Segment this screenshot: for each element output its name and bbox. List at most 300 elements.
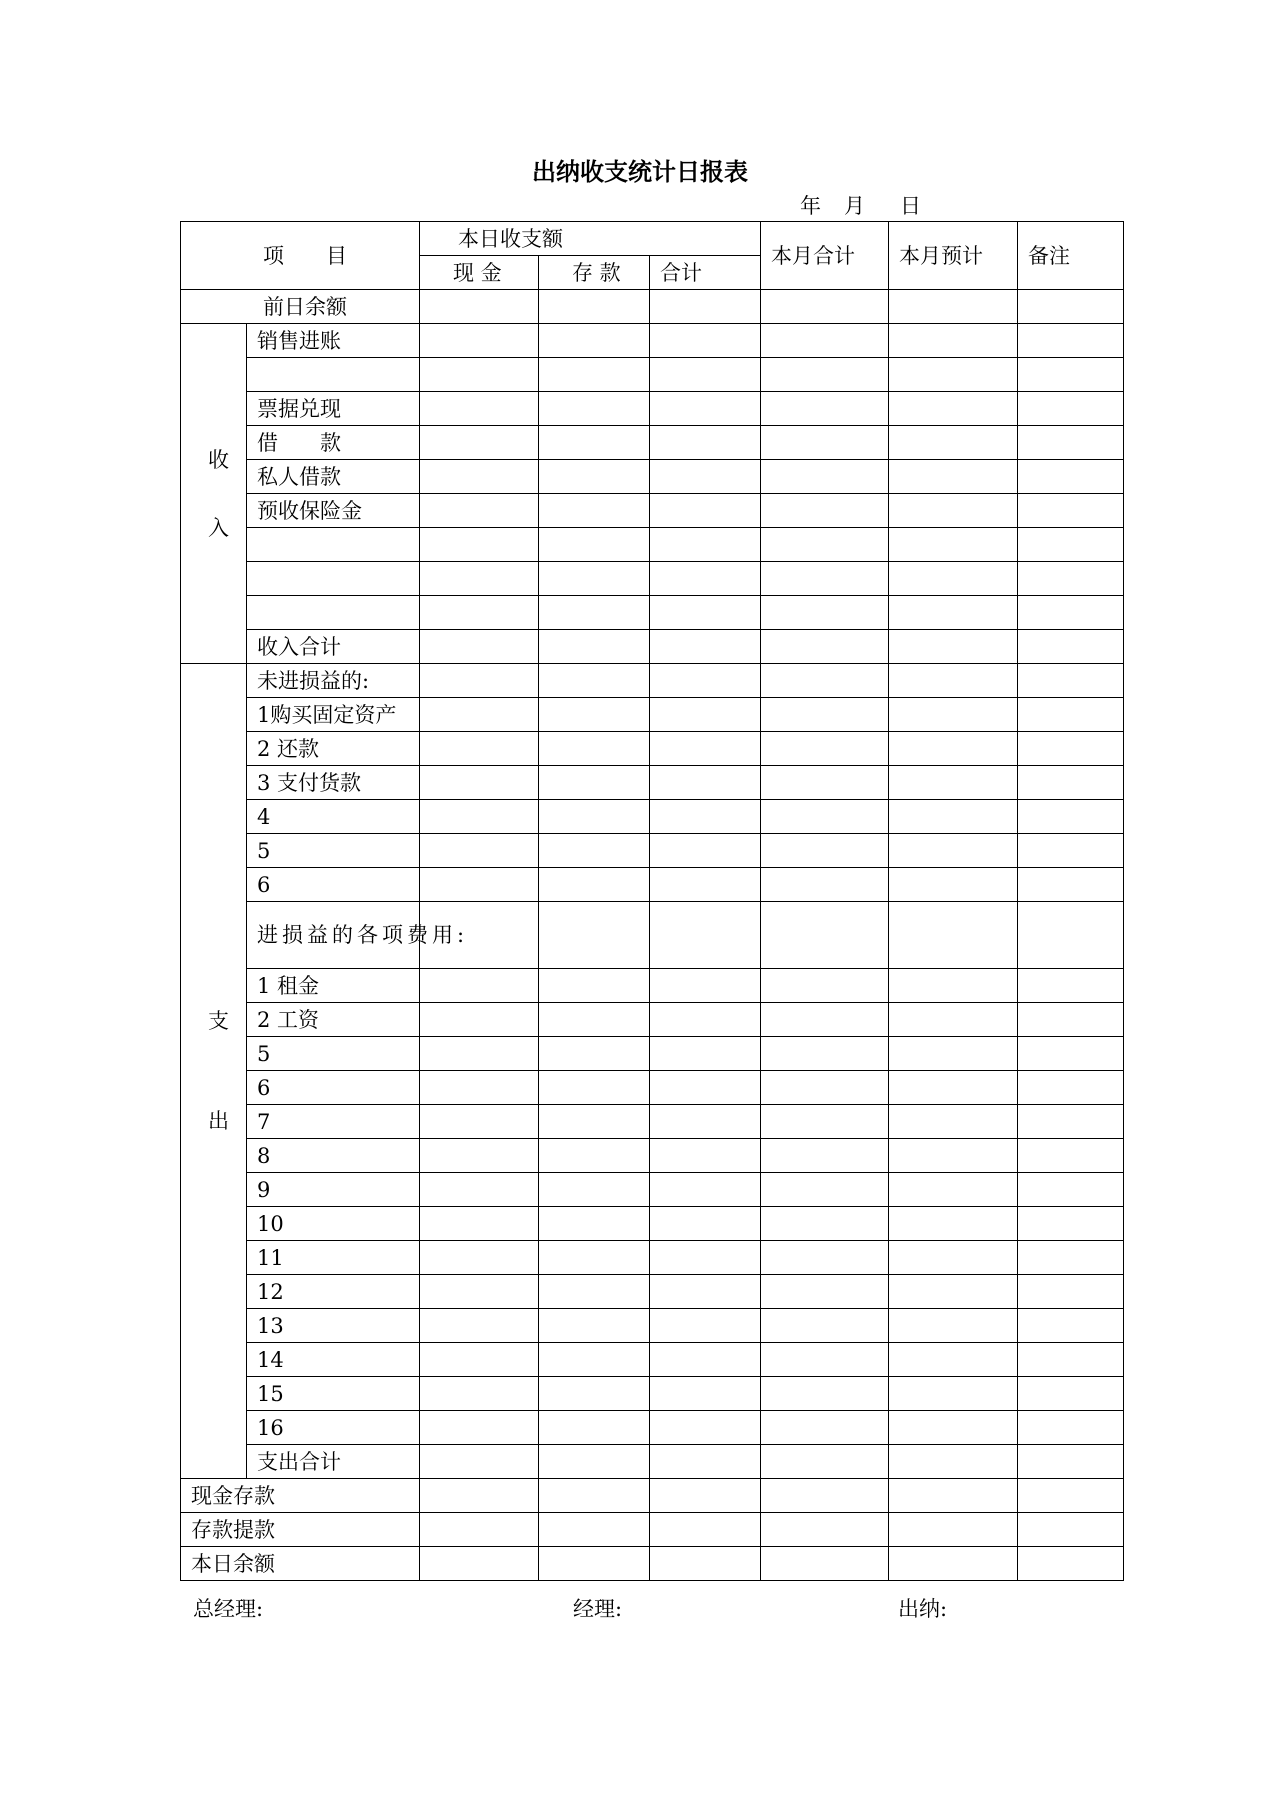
expense-row: [181, 1241, 1124, 1275]
cell-month-forecast[interactable]: [889, 494, 1018, 528]
cell-remark[interactable]: [1018, 392, 1124, 426]
income-row: [181, 528, 1124, 562]
cell-month-forecast[interactable]: [889, 698, 1018, 732]
cell-month-total[interactable]: [761, 596, 889, 630]
expense-row: [181, 1037, 1124, 1071]
cell-cash[interactable]: [420, 1411, 539, 1445]
cell-deposit[interactable]: [539, 528, 650, 562]
cell-month-forecast[interactable]: [889, 1343, 1018, 1377]
cell-month-total[interactable]: [761, 1037, 889, 1071]
cell-deposit[interactable]: [539, 290, 650, 324]
cell-deposit[interactable]: [539, 1445, 650, 1479]
cell-month-total[interactable]: [761, 834, 889, 868]
cell-month-total[interactable]: [761, 1411, 889, 1445]
expense-row: [181, 834, 1124, 868]
cell-cash[interactable]: [420, 1241, 539, 1275]
cell-month-total[interactable]: [761, 1547, 889, 1581]
cell-subtotal[interactable]: [650, 1003, 761, 1037]
row-label: 10: [247, 1207, 420, 1241]
cell-month-total[interactable]: [761, 698, 889, 732]
cell-deposit[interactable]: [539, 1343, 650, 1377]
cell-month-total[interactable]: [761, 358, 889, 392]
cell-deposit[interactable]: [539, 698, 650, 732]
cell-cash[interactable]: [420, 1343, 539, 1377]
cell-month-forecast[interactable]: [889, 1173, 1018, 1207]
cell-subtotal[interactable]: [650, 766, 761, 800]
cell-cash[interactable]: [420, 562, 539, 596]
row-label: 未进损益的:: [247, 664, 420, 698]
cell-month-total[interactable]: [761, 528, 889, 562]
row-label: 借 款: [247, 426, 420, 460]
expense-row: [181, 1445, 1124, 1479]
cell-remark[interactable]: [1018, 1411, 1124, 1445]
row-label: 票据兑现: [247, 392, 420, 426]
cell-remark[interactable]: [1018, 290, 1124, 324]
cell-subtotal[interactable]: [650, 1343, 761, 1377]
cell-month-forecast[interactable]: [889, 426, 1018, 460]
cell-subtotal[interactable]: [650, 1309, 761, 1343]
row-label: 16: [247, 1411, 420, 1445]
cell-month-total[interactable]: [761, 1003, 889, 1037]
cell-month-total[interactable]: [761, 1309, 889, 1343]
cell-month-total[interactable]: [761, 426, 889, 460]
row-label: 5: [247, 834, 420, 868]
cell-remark[interactable]: [1018, 969, 1124, 1003]
income-row: [181, 494, 1124, 528]
cell-remark[interactable]: [1018, 630, 1124, 664]
cell-cash[interactable]: [420, 494, 539, 528]
income-row: [181, 426, 1124, 460]
cell-cash[interactable]: [420, 392, 539, 426]
cell-cash[interactable]: [420, 1139, 539, 1173]
cell-remark[interactable]: [1018, 324, 1124, 358]
row-label: 11: [247, 1241, 420, 1275]
cell-deposit[interactable]: [539, 630, 650, 664]
cell-month-forecast[interactable]: [889, 392, 1018, 426]
summary-row: [181, 1479, 1124, 1513]
cell-month-total[interactable]: [761, 732, 889, 766]
cell-subtotal[interactable]: [650, 1547, 761, 1581]
cell-month-forecast[interactable]: [889, 1241, 1018, 1275]
cell-deposit[interactable]: [539, 1207, 650, 1241]
cell-remark[interactable]: [1018, 834, 1124, 868]
cell-deposit[interactable]: [539, 1275, 650, 1309]
row-label: 14: [247, 1343, 420, 1377]
cell-month-total[interactable]: [761, 1445, 889, 1479]
cell-remark[interactable]: [1018, 528, 1124, 562]
cell-cash[interactable]: [420, 1105, 539, 1139]
cell-month-total[interactable]: [761, 392, 889, 426]
cell-remark[interactable]: [1018, 1105, 1124, 1139]
cell-remark[interactable]: [1018, 800, 1124, 834]
cell-month-forecast[interactable]: [889, 562, 1018, 596]
cell-cash[interactable]: [420, 1003, 539, 1037]
cell-cash[interactable]: [420, 1513, 539, 1547]
expense-row: [181, 1105, 1124, 1139]
cell-month-forecast[interactable]: [889, 1479, 1018, 1513]
cell-month-forecast[interactable]: [889, 630, 1018, 664]
cell-month-forecast[interactable]: [889, 290, 1018, 324]
row-label: 5: [247, 1037, 420, 1071]
cell-deposit[interactable]: [539, 324, 650, 358]
row-label: 私人借款: [247, 460, 420, 494]
cell-month-total[interactable]: [761, 1173, 889, 1207]
row-label: 进损益的各项费用:: [247, 902, 420, 969]
cell-month-total[interactable]: [761, 1275, 889, 1309]
cell-cash[interactable]: [420, 1309, 539, 1343]
date-day: 日: [900, 194, 921, 218]
cell-month-forecast[interactable]: [889, 1445, 1018, 1479]
header-item: 项 目: [181, 222, 420, 290]
cell-deposit[interactable]: [539, 1173, 650, 1207]
row-label: 收入合计: [247, 630, 420, 664]
cell-subtotal[interactable]: [650, 1513, 761, 1547]
cell-month-forecast[interactable]: [889, 528, 1018, 562]
cell-deposit[interactable]: [539, 426, 650, 460]
cell-cash[interactable]: [420, 1445, 539, 1479]
expense-row: [181, 1173, 1124, 1207]
cell-month-forecast[interactable]: [889, 1513, 1018, 1547]
cell-cash[interactable]: [420, 732, 539, 766]
footer-manager: 经理:: [573, 1597, 623, 1621]
cell-remark[interactable]: [1018, 460, 1124, 494]
cell-month-total[interactable]: [761, 868, 889, 902]
cell-deposit[interactable]: [539, 358, 650, 392]
cell-cash[interactable]: [420, 1037, 539, 1071]
cell-month-total[interactable]: [761, 1105, 889, 1139]
cell-deposit[interactable]: [539, 1003, 650, 1037]
cell-subtotal[interactable]: [650, 1037, 761, 1071]
cell-deposit[interactable]: [539, 732, 650, 766]
cell-cash[interactable]: [420, 834, 539, 868]
cell-month-total[interactable]: [761, 324, 889, 358]
cell-month-forecast[interactable]: [889, 732, 1018, 766]
cell-month-forecast[interactable]: [889, 1275, 1018, 1309]
cell-remark[interactable]: [1018, 358, 1124, 392]
cell-remark[interactable]: [1018, 698, 1124, 732]
footer-cashier: 出纳:: [898, 1597, 948, 1621]
cell-cash[interactable]: [420, 969, 539, 1003]
expense-row: [181, 902, 1124, 969]
cell-remark[interactable]: [1018, 664, 1124, 698]
row-label: 3 支付货款: [247, 766, 420, 800]
cell-month-forecast[interactable]: [889, 324, 1018, 358]
expense-row: [181, 1139, 1124, 1173]
cell-cash[interactable]: [420, 324, 539, 358]
row-label: [247, 358, 420, 392]
cell-month-forecast[interactable]: [889, 1037, 1018, 1071]
header-remark: 备注: [1018, 222, 1124, 290]
income-row: [181, 596, 1124, 630]
cell-subtotal[interactable]: [650, 902, 761, 969]
income-row: [181, 358, 1124, 392]
cell-remark[interactable]: [1018, 1241, 1124, 1275]
cell-month-total[interactable]: [761, 1343, 889, 1377]
cell-subtotal[interactable]: [650, 834, 761, 868]
cell-remark[interactable]: [1018, 902, 1124, 969]
cell-month-total[interactable]: [761, 902, 889, 969]
cell-cash[interactable]: [420, 800, 539, 834]
cell-remark[interactable]: [1018, 1207, 1124, 1241]
cell-subtotal[interactable]: [650, 1275, 761, 1309]
row-label: 本日余额: [181, 1547, 420, 1581]
cell-deposit[interactable]: [539, 562, 650, 596]
cell-subtotal[interactable]: [650, 1411, 761, 1445]
cell-remark[interactable]: [1018, 596, 1124, 630]
cell-month-forecast[interactable]: [889, 834, 1018, 868]
cell-cash[interactable]: [420, 1207, 539, 1241]
cell-subtotal[interactable]: [650, 1207, 761, 1241]
cell-month-forecast[interactable]: [889, 1547, 1018, 1581]
cell-deposit[interactable]: [539, 868, 650, 902]
cell-deposit[interactable]: [539, 766, 650, 800]
cell-remark[interactable]: [1018, 1071, 1124, 1105]
cell-remark[interactable]: [1018, 1309, 1124, 1343]
cell-deposit[interactable]: [539, 392, 650, 426]
cell-remark[interactable]: [1018, 562, 1124, 596]
cell-month-total[interactable]: [761, 1139, 889, 1173]
expense-row: [181, 800, 1124, 834]
cell-remark[interactable]: [1018, 1173, 1124, 1207]
row-label: 6: [247, 1071, 420, 1105]
cell-cash[interactable]: [420, 868, 539, 902]
cell-cash[interactable]: [420, 1173, 539, 1207]
cell-cash[interactable]: [420, 1377, 539, 1411]
cell-cash[interactable]: [420, 698, 539, 732]
cell-month-total[interactable]: [761, 1513, 889, 1547]
cell-deposit[interactable]: [539, 1037, 650, 1071]
expense-row: [181, 1003, 1124, 1037]
cell-subtotal[interactable]: [650, 1105, 761, 1139]
cell-cash[interactable]: [420, 1275, 539, 1309]
expense-row: [181, 1207, 1124, 1241]
cell-subtotal[interactable]: [650, 1241, 761, 1275]
cell-deposit[interactable]: [539, 800, 650, 834]
cell-remark[interactable]: [1018, 1037, 1124, 1071]
header-month-total: 本月合计: [761, 222, 889, 290]
cell-subtotal[interactable]: [650, 494, 761, 528]
cell-deposit[interactable]: [539, 969, 650, 1003]
cell-subtotal[interactable]: [650, 528, 761, 562]
cell-subtotal[interactable]: [650, 392, 761, 426]
cell-month-total[interactable]: [761, 1479, 889, 1513]
cell-subtotal[interactable]: [650, 1071, 761, 1105]
expense-row: [181, 1275, 1124, 1309]
cell-deposit[interactable]: [539, 460, 650, 494]
cell-deposit[interactable]: [539, 596, 650, 630]
cell-deposit[interactable]: [539, 1071, 650, 1105]
cell-month-forecast[interactable]: [889, 1071, 1018, 1105]
cell-remark[interactable]: [1018, 1547, 1124, 1581]
cell-month-forecast[interactable]: [889, 1309, 1018, 1343]
cell-deposit[interactable]: [539, 1547, 650, 1581]
cell-deposit[interactable]: [539, 834, 650, 868]
cell-month-total[interactable]: [761, 1241, 889, 1275]
cell-cash[interactable]: [420, 630, 539, 664]
report-table: [180, 221, 1124, 1581]
row-label: 7: [247, 1105, 420, 1139]
cell-subtotal[interactable]: [650, 324, 761, 358]
cell-deposit[interactable]: [539, 902, 650, 969]
cell-subtotal[interactable]: [650, 1479, 761, 1513]
cell-month-total[interactable]: [761, 1071, 889, 1105]
cell-cash[interactable]: [420, 664, 539, 698]
cell-subtotal[interactable]: [650, 664, 761, 698]
cell-remark[interactable]: [1018, 1513, 1124, 1547]
cell-deposit[interactable]: [539, 1309, 650, 1343]
header-month-forecast: 本月预计: [889, 222, 1018, 290]
cell-subtotal[interactable]: [650, 460, 761, 494]
cell-month-forecast[interactable]: [889, 460, 1018, 494]
cell-month-total[interactable]: [761, 290, 889, 324]
cell-month-forecast[interactable]: [889, 1105, 1018, 1139]
cell-cash[interactable]: [420, 460, 539, 494]
cell-month-total[interactable]: [761, 630, 889, 664]
cell-subtotal[interactable]: [650, 969, 761, 1003]
cell-deposit[interactable]: [539, 1479, 650, 1513]
cell-subtotal[interactable]: [650, 732, 761, 766]
income-row: [181, 392, 1124, 426]
cell-deposit[interactable]: [539, 1241, 650, 1275]
summary-row: [181, 1513, 1124, 1547]
cell-remark[interactable]: [1018, 426, 1124, 460]
cell-cash[interactable]: [420, 766, 539, 800]
cell-subtotal[interactable]: [650, 1445, 761, 1479]
cell-cash[interactable]: [420, 426, 539, 460]
income-row: [181, 460, 1124, 494]
header-daily-amount: 本日收支额: [420, 222, 761, 256]
cell-remark[interactable]: [1018, 766, 1124, 800]
income-category-top: 收: [208, 447, 229, 472]
cell-subtotal[interactable]: [650, 290, 761, 324]
expense-row: [181, 766, 1124, 800]
expense-row: [181, 969, 1124, 1003]
cell-month-forecast[interactable]: [889, 800, 1018, 834]
cell-deposit[interactable]: [539, 494, 650, 528]
row-label: 4: [247, 800, 420, 834]
cell-cash[interactable]: [420, 290, 539, 324]
expense-row: [181, 1377, 1124, 1411]
cell-remark[interactable]: [1018, 1275, 1124, 1309]
cell-cash[interactable]: [420, 1071, 539, 1105]
cell-remark[interactable]: [1018, 1003, 1124, 1037]
cell-month-total[interactable]: [761, 664, 889, 698]
expense-category-top: 支: [208, 1009, 229, 1033]
cell-subtotal[interactable]: [650, 562, 761, 596]
cell-month-forecast[interactable]: [889, 902, 1018, 969]
cell-deposit[interactable]: [539, 1411, 650, 1445]
row-label: 销售进账: [247, 324, 420, 358]
cell-cash[interactable]: [420, 358, 539, 392]
cell-month-total[interactable]: [761, 562, 889, 596]
cell-remark[interactable]: [1018, 1479, 1124, 1513]
cell-remark[interactable]: [1018, 732, 1124, 766]
cell-month-total[interactable]: [761, 494, 889, 528]
income-row: [181, 630, 1124, 664]
cell-month-forecast[interactable]: [889, 596, 1018, 630]
row-label: 2 工资: [247, 1003, 420, 1037]
cell-subtotal[interactable]: [650, 1377, 761, 1411]
cell-subtotal[interactable]: [650, 868, 761, 902]
row-label: [247, 596, 420, 630]
cell-month-forecast[interactable]: [889, 664, 1018, 698]
cell-month-total[interactable]: [761, 1377, 889, 1411]
cell-deposit[interactable]: [539, 1513, 650, 1547]
header-subtotal: 合计: [650, 256, 761, 290]
row-label: 现金存款: [181, 1479, 420, 1513]
cell-cash[interactable]: [420, 1547, 539, 1581]
expense-row: [181, 1411, 1124, 1445]
cell-month-forecast[interactable]: [889, 1207, 1018, 1241]
cell-month-forecast[interactable]: [889, 1003, 1018, 1037]
cell-month-forecast[interactable]: [889, 1411, 1018, 1445]
row-label: 6: [247, 868, 420, 902]
cell-subtotal[interactable]: [650, 1139, 761, 1173]
row-label: 2 还款: [247, 732, 420, 766]
cell-month-total[interactable]: [761, 800, 889, 834]
date-year: 年: [800, 194, 821, 218]
cell-month-forecast[interactable]: [889, 1139, 1018, 1173]
date-month: 月: [844, 194, 865, 218]
cell-subtotal[interactable]: [650, 630, 761, 664]
cell-month-forecast[interactable]: [889, 868, 1018, 902]
cell-cash[interactable]: [420, 1479, 539, 1513]
cell-deposit[interactable]: [539, 1377, 650, 1411]
cell-month-forecast[interactable]: [889, 1377, 1018, 1411]
cell-month-total[interactable]: [761, 1207, 889, 1241]
cell-cash[interactable]: [420, 596, 539, 630]
cell-subtotal[interactable]: [650, 358, 761, 392]
cell-month-total[interactable]: [761, 460, 889, 494]
cell-subtotal[interactable]: [650, 698, 761, 732]
expense-row: [181, 664, 1124, 698]
row-label: 15: [247, 1377, 420, 1411]
summary-row: [181, 1547, 1124, 1581]
expense-row: [181, 732, 1124, 766]
cell-remark[interactable]: [1018, 868, 1124, 902]
cell-remark[interactable]: [1018, 1343, 1124, 1377]
row-label: 1 租金: [247, 969, 420, 1003]
cell-month-forecast[interactable]: [889, 969, 1018, 1003]
row-label: 12: [247, 1275, 420, 1309]
cell-subtotal[interactable]: [650, 426, 761, 460]
cell-remark[interactable]: [1018, 1445, 1124, 1479]
cell-subtotal[interactable]: [650, 800, 761, 834]
cell-month-total[interactable]: [761, 766, 889, 800]
cell-deposit[interactable]: [539, 664, 650, 698]
income-row: [181, 324, 1124, 358]
cell-month-forecast[interactable]: [889, 358, 1018, 392]
row-label: 预收保险金: [247, 494, 420, 528]
cell-cash[interactable]: [420, 528, 539, 562]
row-label: [247, 562, 420, 596]
income-row: [181, 562, 1124, 596]
expense-row: [181, 1309, 1124, 1343]
cell-month-total[interactable]: [761, 969, 889, 1003]
cell-remark[interactable]: [1018, 494, 1124, 528]
cell-remark[interactable]: [1018, 1377, 1124, 1411]
cell-subtotal[interactable]: [650, 1173, 761, 1207]
cell-subtotal[interactable]: [650, 596, 761, 630]
cell-month-forecast[interactable]: [889, 766, 1018, 800]
expense-row: [181, 1071, 1124, 1105]
cell-deposit[interactable]: [539, 1139, 650, 1173]
previous-balance-row: [181, 290, 1124, 324]
cell-deposit[interactable]: [539, 1105, 650, 1139]
expense-row: [181, 698, 1124, 732]
cell-remark[interactable]: [1018, 1139, 1124, 1173]
income-category: [181, 324, 247, 664]
